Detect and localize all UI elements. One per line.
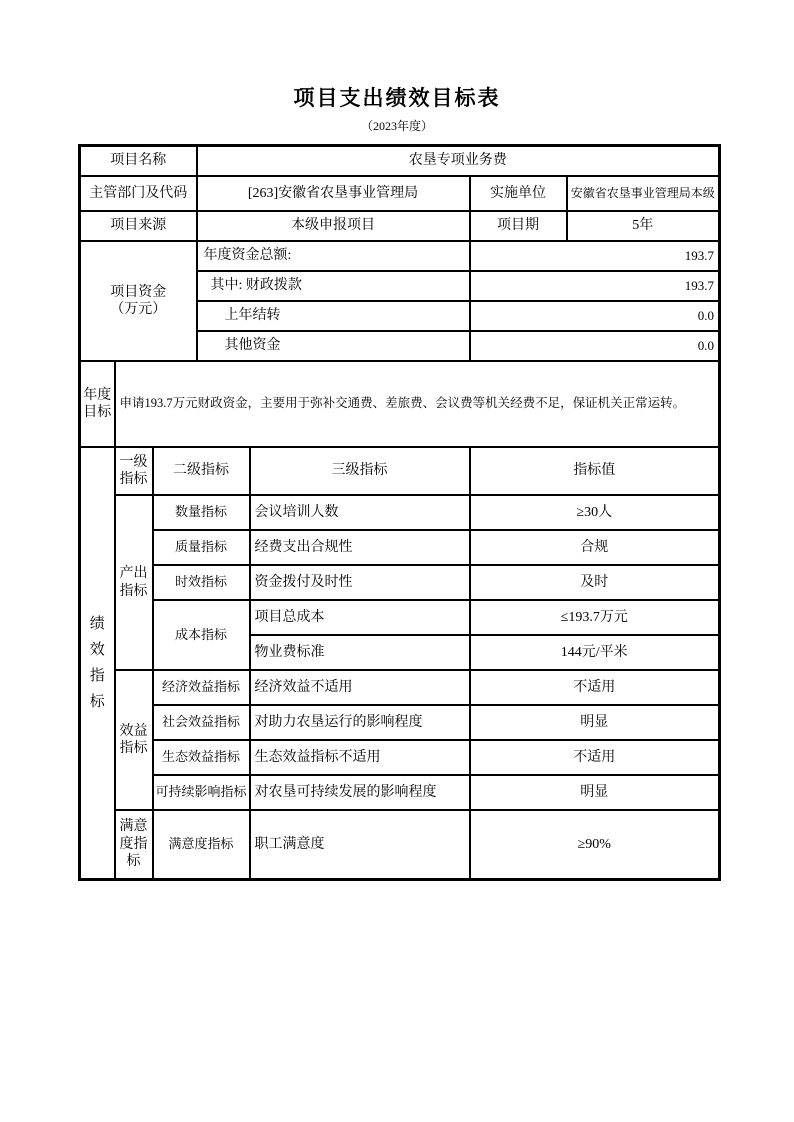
value-cell: 及时 xyxy=(470,565,720,600)
annual-goal-text: 申请193.7万元财政资金，主要用于弥补交通费、差旅费、会议费等机关经费不足，保证机关正常运转。 xyxy=(115,361,720,447)
header-value: 指标值 xyxy=(470,447,720,495)
performance-target-table xyxy=(78,144,721,881)
value-cell: 明显 xyxy=(470,705,720,740)
level3-cell: 经济效益不适用 xyxy=(250,670,470,705)
level3-cell: 经费支出合规性 xyxy=(250,530,470,565)
table-row xyxy=(80,670,720,705)
table-row xyxy=(80,495,720,530)
table-row xyxy=(80,600,720,635)
fund-other-value: 0.0 xyxy=(470,331,720,361)
table-row xyxy=(80,146,720,177)
table-row xyxy=(80,211,720,241)
funds-label-line1: 项目资金 xyxy=(110,284,167,300)
value-cell: ≤193.7万元 xyxy=(470,600,720,635)
level3-cell: 职工满意度 xyxy=(250,810,470,880)
funds-label-line2: （万元） xyxy=(110,302,167,317)
level2-cell: 数量指标 xyxy=(153,495,250,530)
level3-cell: 资金拨付及时性 xyxy=(250,565,470,600)
level2-cell: 可持续影响指标 xyxy=(153,775,250,810)
header-level2: 二级指标 xyxy=(153,447,250,495)
impl-unit-label: 实施单位 xyxy=(470,176,567,211)
level2-cell: 质量指标 xyxy=(153,530,250,565)
fund-fiscal-label: 其中: 财政拨款 xyxy=(197,271,470,301)
level3-cell: 项目总成本 xyxy=(250,600,470,635)
page-title: 项目支出绩效目标表 xyxy=(293,86,501,110)
value-cell: 不适用 xyxy=(470,670,720,705)
table-row xyxy=(80,705,720,740)
table-row xyxy=(80,176,720,211)
table-row xyxy=(80,740,720,775)
value-cell: 明显 xyxy=(470,775,720,810)
fund-fiscal-value: 193.7 xyxy=(470,271,720,301)
header-level3: 三级指标 xyxy=(250,447,470,495)
level2-cost-cell: 成本指标 xyxy=(153,600,250,670)
fund-other-label: 其他资金 xyxy=(197,331,470,361)
performance-indicator-label: 绩效指标 xyxy=(80,447,115,880)
period-label: 项目期 xyxy=(470,211,567,241)
level2-cell: 社会效益指标 xyxy=(153,705,250,740)
value-cell: ≥90% xyxy=(470,810,720,880)
level3-cell: 对助力农垦运行的影响程度 xyxy=(250,705,470,740)
value-cell: 144元/平米 xyxy=(470,635,720,670)
table-row xyxy=(80,447,720,495)
funds-label xyxy=(80,241,197,361)
table-row xyxy=(80,361,720,447)
header-level1: 一级指标 xyxy=(115,447,153,495)
page-subtitle: （2023年度） xyxy=(360,119,433,133)
project-name-value: 农垦专项业务费 xyxy=(197,146,720,177)
level2-cell: 满意度指标 xyxy=(153,810,250,880)
dept-label: 主管部门及代码 xyxy=(80,176,197,211)
fund-total-label: 年度资金总额: xyxy=(197,241,470,271)
value-cell: 合规 xyxy=(470,530,720,565)
level2-cell: 生态效益指标 xyxy=(153,740,250,775)
level1-output: 产出指标 xyxy=(115,495,153,670)
fund-carryover-label: 上年结转 xyxy=(197,301,470,331)
table-row xyxy=(80,530,720,565)
table-row xyxy=(80,241,720,271)
level3-cell: 对农垦可持续发展的影响程度 xyxy=(250,775,470,810)
level3-cell: 生态效益指标不适用 xyxy=(250,740,470,775)
dept-value: [263]安徽省农垦事业管理局 xyxy=(197,176,470,211)
fund-carryover-value: 0.0 xyxy=(470,301,720,331)
level1-benefit: 效益指标 xyxy=(115,670,153,810)
impl-unit-value: 安徽省农垦事业管理局本级 xyxy=(567,176,720,211)
annual-goal-label: 年度目标 xyxy=(80,361,115,447)
level2-cell: 经济效益指标 xyxy=(153,670,250,705)
level1-satisfaction: 满意度指标 xyxy=(115,810,153,880)
level3-cell: 会议培训人数 xyxy=(250,495,470,530)
fund-total-value: 193.7 xyxy=(470,241,720,271)
source-label: 项目来源 xyxy=(80,211,197,241)
period-value: 5年 xyxy=(567,211,720,241)
level2-cell: 时效指标 xyxy=(153,565,250,600)
value-cell: 不适用 xyxy=(470,740,720,775)
table-row xyxy=(80,810,720,880)
table-row xyxy=(80,565,720,600)
table-row xyxy=(80,775,720,810)
value-cell: ≥30人 xyxy=(470,495,720,530)
level3-cell: 物业费标准 xyxy=(250,635,470,670)
project-name-label: 项目名称 xyxy=(80,146,197,177)
source-value: 本级申报项目 xyxy=(197,211,470,241)
